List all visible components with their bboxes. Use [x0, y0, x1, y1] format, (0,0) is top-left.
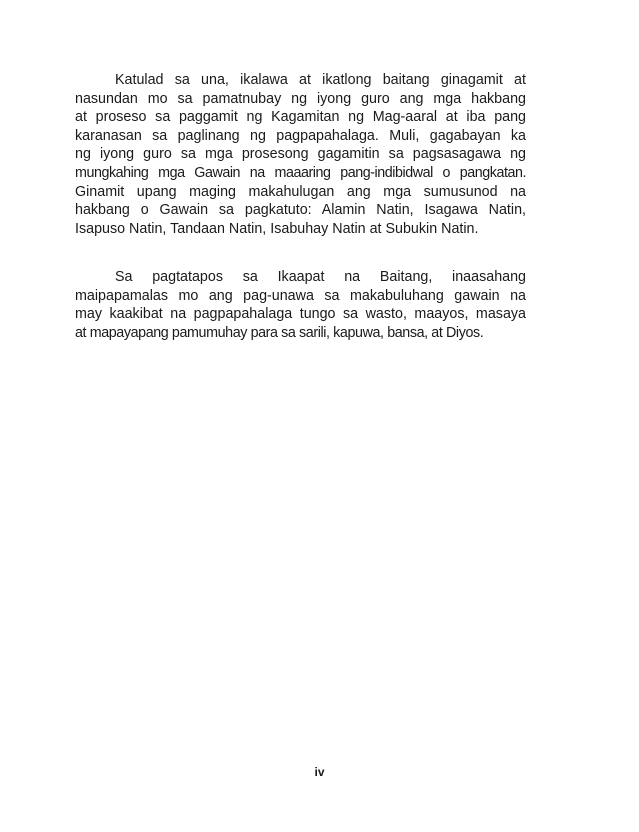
paragraph-2-line: Sa pagtatapos sa Ikaapat na Baitang, inaasahang: [115, 269, 526, 285]
paragraph-1-line: karanasan sa paglinang ng pagpapahalaga. Muli, gagabayan ka: [75, 127, 526, 144]
paragraph-1-line: Katulad sa una, ikalawa at ikatlong baitang ginagamit at: [115, 72, 526, 88]
paragraph-1-line: at proseso sa paggamit ng Kagamitan ng Mag-aaral at iba pang: [75, 109, 526, 126]
paragraph-1: [75, 71, 526, 238]
paragraph-1-line: nasundan mo sa pamatnubay ng iyong guro ang mga hakbang: [75, 90, 526, 107]
page-number: iv: [314, 765, 325, 779]
paragraph-1-line: ng iyong guro sa mga prosesong gagamitin sa pagsasagawa ng: [75, 146, 526, 163]
paragraph-2: [75, 268, 526, 342]
paragraph-2-line: at mapayapang pamumuhay para sa sarili, kapuwa, bansa, at Diyos.: [75, 324, 484, 341]
paragraph-2-line: may kaakibat na pagpapahalaga tungo sa wasto, maayos, masaya: [75, 306, 526, 323]
paragraph-2-line: maipapamalas mo ang pag-unawa sa makabuluhang gawain na: [75, 287, 526, 304]
paragraph-1-line: mungkahing mga Gawain na maaaring pang-indibidwal o pangkatan.: [75, 164, 526, 181]
paragraph-1-line: hakbang o Gawain sa pagkatuto: Alamin Natin, Isagawa Natin,: [75, 202, 526, 219]
paragraph-1-line: Isapuso Natin, Tandaan Natin, Isabuhay Natin at Subukin Natin.: [75, 220, 479, 237]
paragraph-1-line: Ginamit upang maging makahulugan ang mga sumusunod na: [75, 183, 526, 200]
